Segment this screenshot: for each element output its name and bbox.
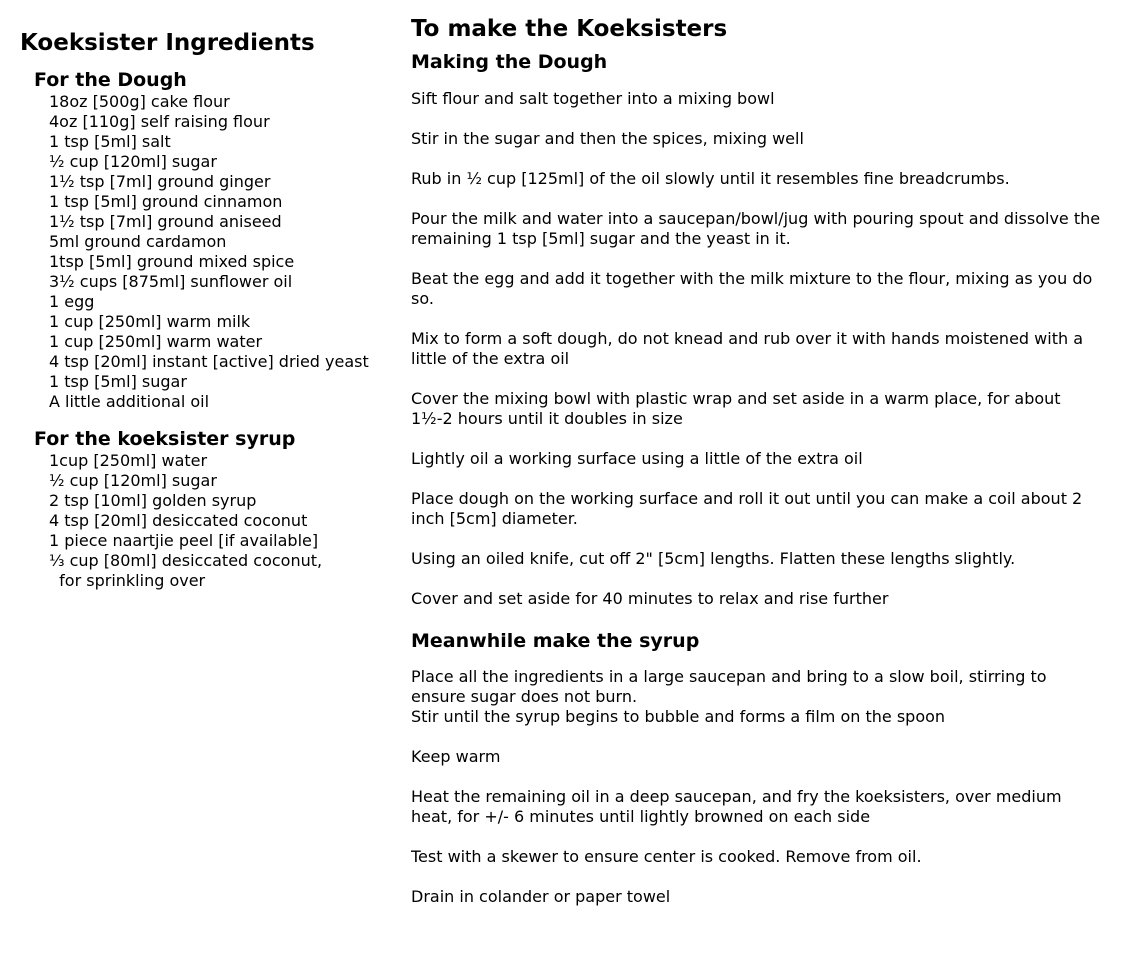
method-step: Lightly oil a working surface using a little of the extra oil [411,449,863,468]
ingredient-item: 1tsp [5ml] ground mixed spice [49,252,295,271]
ingredient-item: ½ cup [120ml] sugar [49,152,217,171]
ingredient-item: ½ cup [120ml] sugar [49,471,217,490]
method-step: Place dough on the working surface and roll it out until you can make a coil about 2 inch [5cm] diameter. [411,489,1083,528]
ingredient-item: 5ml ground cardamon [49,232,227,251]
ingredient-item: 1½ tsp [7ml] ground aniseed [49,212,282,231]
method-step: Drain in colander or paper towel [411,887,671,906]
syrup-method-steps [411,667,1116,907]
method-step: Keep warm [411,747,501,766]
syrup-method-heading: Meanwhile make the syrup [411,630,700,652]
ingredient-item: 1 cup [250ml] warm milk [49,312,251,331]
ingredient-item: 4oz [110g] self raising flour [49,112,270,131]
ingredient-item: 3½ cups [875ml] sunflower oil [49,272,293,291]
ingredient-item: 1½ tsp [7ml] ground ginger [49,172,271,191]
method-step: Cover the mixing bowl with plastic wrap and set aside in a warm place, for about 1½-2 hours until it doubles in size [411,389,1061,428]
method-step: Using an oiled knife, cut off 2" [5cm] lengths. Flatten these lengths slightly. [411,549,1016,568]
dough-ingredient-list [20,92,390,412]
syrup-ingredients-heading: For the koeksister syrup [34,428,296,450]
ingredient-item: 1 tsp [5ml] ground cinnamon [49,192,283,211]
method-step: Stir in the sugar and then the spices, mixing well [411,129,804,148]
ingredient-item: A little additional oil [49,392,210,411]
ingredients-column [20,28,390,591]
ingredient-item: 4 tsp [20ml] desiccated coconut [49,511,308,530]
method-step: Heat the remaining oil in a deep saucepan, and fry the koeksisters, over medium heat, for +/- 6 minutes until lightly browned on each side [411,787,1062,826]
ingredient-item: 1 egg [49,292,95,311]
method-title: To make the Koeksisters [411,16,728,42]
method-step: Test with a skewer to ensure center is cooked. Remove from oil. [411,847,922,866]
dough-ingredients-heading: For the Dough [34,69,187,91]
ingredients-title: Koeksister Ingredients [20,30,315,56]
ingredient-item: 4 tsp [20ml] instant [active] dried yeast [49,352,369,371]
dough-method-steps [411,89,1116,609]
method-step: Mix to form a soft dough, do not knead and rub over it with hands moistened with a little of the extra oil [411,329,1083,368]
method-step: Place all the ingredients in a large saucepan and bring to a slow boil, stirring to ensure sugar does not burn. Stir until the syrup begins to bubble and forms a film on the spoon [411,667,1047,726]
syrup-ingredient-list [20,451,390,591]
ingredient-item: 1 piece naartjie peel [if available] [49,531,319,550]
method-step: Rub in ½ cup [125ml] of the oil slowly until it resembles fine breadcrumbs. [411,169,1010,188]
method-step: Beat the egg and add it together with the milk mixture to the flour, mixing as you do so. [411,269,1093,308]
method-step: Sift flour and salt together into a mixing bowl [411,89,775,108]
ingredient-item: 2 tsp [10ml] golden syrup [49,491,257,510]
ingredient-item: 1 cup [250ml] warm water [49,332,263,351]
ingredient-item: 1 tsp [5ml] salt [49,132,171,151]
ingredient-item: 1 tsp [5ml] sugar [49,372,187,391]
ingredient-item: 18oz [500g] cake flour [49,92,230,111]
ingredient-item: 1cup [250ml] water [49,451,208,470]
method-step: Pour the milk and water into a saucepan/bowl/jug with pouring spout and dissolve the remaining 1 tsp [5ml] sugar and the yeast in it. [411,209,1101,248]
ingredient-item: ⅓ cup [80ml] desiccated coconut, [49,551,323,570]
method-column [411,14,1116,927]
dough-method-heading: Making the Dough [411,51,608,73]
ingredient-item: for sprinkling over [49,571,206,590]
method-step: Cover and set aside for 40 minutes to relax and rise further [411,589,889,608]
